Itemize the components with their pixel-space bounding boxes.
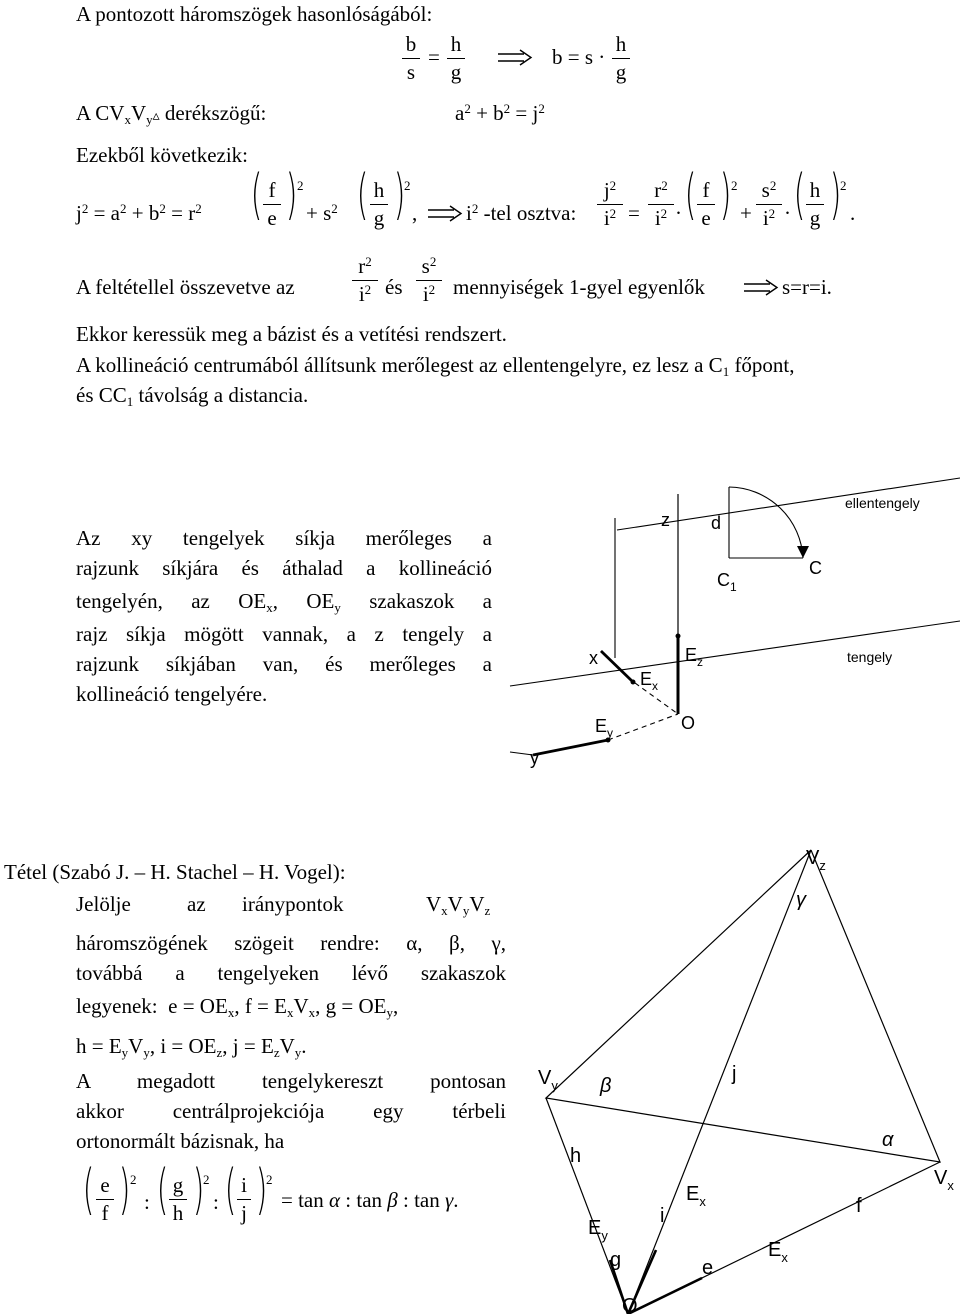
label-h: h (570, 1145, 582, 1167)
implies-arrow-icon (744, 280, 780, 296)
colon: : (213, 1190, 219, 1214)
plus-sign: + (740, 201, 752, 225)
paren-open: ( (156, 1158, 169, 1221)
plus-s-squared: + $s^2$ (306, 201, 338, 225)
dot: · (675, 201, 682, 225)
oex-segment (601, 651, 633, 682)
exp-2: 2 (266, 1172, 273, 1187)
y-axis-dashed (608, 714, 678, 740)
theorem-title: Tétel (Szabó J. – H. Stachel – H. Vogel): (4, 860, 346, 884)
paren-close: ) (192, 1158, 205, 1221)
oey-segment (533, 740, 608, 755)
colon: : (144, 1190, 150, 1214)
theorem-line-1: Jelölje az iránypontok $V_xV_yV_z$ (76, 892, 491, 918)
label-i: i (660, 1205, 665, 1227)
label-e: e (702, 1257, 714, 1279)
paren-close: ) (285, 163, 298, 226)
label-tengely: tengely (847, 649, 893, 665)
label-ex-top: $E_x$ (686, 1183, 706, 1209)
oex-thick (628, 1278, 702, 1314)
label-d: d (711, 513, 722, 533)
exp-2: 2 (297, 178, 304, 193)
felt-suffix: mennyiségek 1-gyel egyenlők (453, 275, 705, 299)
fraction-j2-over-i2: $j^2$ $i^2$ (597, 180, 623, 229)
label-z: z (661, 510, 670, 530)
paren-close: ) (118, 1158, 131, 1221)
felt-eq: s=r=i. (782, 275, 832, 299)
label-c: C (809, 558, 822, 578)
equals-sign: = (428, 45, 440, 69)
figure-vanishing-triangle (530, 840, 960, 1314)
fraction-h-over-g-3: h g (370, 180, 388, 229)
fraction-s2-over-i2-b: $s^2$ $i^2$ (416, 256, 442, 305)
paren-close: ) (393, 163, 406, 226)
label-c1: $C_1$ (717, 570, 737, 594)
ezekbol-kovetkezik: Ezekből következik: (76, 143, 249, 167)
label-vy: $V_y$ (538, 1067, 558, 1093)
exp-2: 2 (203, 1172, 210, 1187)
theorem-block: háromszögének szögeit rendre: α, β, γ, továbbá a tengelyeken lévő szakaszok legyenek: $e = OE_x$, $f = E_xV_x$, $g = OE_y$, $h = E_yV_y$, $i = OE_z$, $j = E_zV_y$. (76, 931, 506, 1060)
label-ey: $E_y$ (588, 1217, 608, 1243)
vanishing-triangle (546, 850, 940, 1162)
label-f: f (856, 1195, 862, 1217)
comma: , (412, 201, 418, 225)
paren-close: ) (829, 163, 842, 226)
implies-arrow-icon (428, 206, 464, 222)
axes-paragraph: Az xy tengelyek síkja merőleges a rajzunk síkjára és áthalad a kollineáció tengelyén, az $OE_x$, $OE_y$ szakaszok a rajz síkja mögött vannak, a z tengely a rajzunk síkjában van, és merőleges a kollineáció tengelyére. (76, 526, 493, 706)
period: . (850, 201, 856, 225)
label-beta: β (600, 1075, 612, 1097)
paren-open: ( (224, 1158, 237, 1221)
label-j: j (732, 1063, 737, 1085)
label-alpha: α (882, 1129, 894, 1151)
fraction-s2-over-i2: $s^2$ $i^2$ (756, 180, 782, 229)
cv-triangle-statement: A $CV_xV_y▵$ derékszögű: (76, 101, 267, 127)
theorem-conclusion: A megadott tengelykereszt pontosan akkor centrálprojekciója egy térbeli ortonormált bázisnak, ha (76, 1069, 506, 1153)
exp-2: 2 (840, 178, 847, 193)
fraction-r2-over-i2-b: $r^2$ $i^2$ (352, 256, 378, 305)
label-ey: $E_y$ (595, 716, 614, 740)
fraction-f-over-e: f e (263, 180, 281, 229)
axis-z-line (628, 850, 811, 1314)
distance-arc (729, 487, 803, 558)
axis-y-line (546, 1098, 628, 1314)
ekkor-line: Ekkor keressük meg a bázist és a vetítési rendszert. (76, 322, 507, 346)
kollineacio-line-2: és $CC_1$ távolság a distancia. (76, 383, 309, 409)
figure-collineation-axes (505, 486, 960, 786)
label-g: g (610, 1249, 622, 1271)
j-squared-expansion: $j^2 = a^2 + b^2 = r^2$ (76, 201, 202, 225)
fraction-h-over-g: h g (447, 34, 465, 83)
fraction-f-over-e-2: f e (697, 180, 715, 229)
kollineacio-line-1: A kollineáció centrumából állítsunk merőlegest az ellentengelyre, ez lesz a $C_1$ főpont, (76, 353, 795, 379)
paren-close: ) (255, 1158, 268, 1221)
fraction-h-over-g-2: h g (612, 34, 630, 83)
equals-sign: = (628, 201, 640, 225)
tan-expression: = tan α : tan β : tan γ. (281, 1188, 459, 1212)
c-arrowhead-icon (797, 546, 809, 558)
label-o: O (681, 713, 696, 733)
exp-2: 2 (731, 178, 738, 193)
exp-2: 2 (130, 1172, 137, 1187)
pythagoras-equation: $a^2 + b^2 = j^2$ (455, 101, 545, 125)
paren-open: ( (250, 163, 263, 226)
paren-open: ( (684, 163, 697, 226)
tengely-line (510, 621, 960, 686)
paren-close: ) (719, 163, 732, 226)
label-y: y (530, 748, 539, 768)
paren-open: ( (356, 163, 369, 226)
label-gamma: γ (796, 889, 806, 911)
fraction-r2-over-i2: $r^2$ $i^2$ (648, 180, 674, 229)
fraction-h-over-g-4: h g (806, 180, 824, 229)
paren-open: ( (82, 1158, 95, 1221)
fraction-e-over-f: e f (96, 1175, 114, 1224)
label-ex-bottom: $E_x$ (768, 1239, 788, 1265)
label-vx: $V_x$ (934, 1167, 954, 1193)
fraction-b-over-s: b s (402, 34, 420, 83)
divide-by-i-squared: $i^2$ -tel osztva: (466, 201, 577, 225)
fraction-g-over-h: g h (169, 1175, 187, 1224)
fraction-i-over-j: i j (237, 1175, 251, 1224)
dot: · (784, 201, 791, 225)
label-vz: $V_z$ (806, 847, 826, 873)
exp-2: 2 (404, 178, 411, 193)
intro-line-1: A pontozott háromszögek hasonlóságából: (76, 2, 433, 26)
label-ellentengely: ellentengely (845, 495, 920, 511)
felt-prefix: A feltétellel összevetve az (76, 275, 295, 299)
implies-arrow-icon (498, 50, 534, 66)
label-ez: $E_z$ (685, 645, 704, 669)
label-ex: $E_x$ (640, 669, 659, 693)
label-o: O (622, 1295, 638, 1314)
eq1-result: b = s · (552, 45, 606, 69)
paren-open: ( (793, 163, 806, 226)
felt-es: és (385, 275, 403, 299)
label-x: x (589, 648, 598, 668)
